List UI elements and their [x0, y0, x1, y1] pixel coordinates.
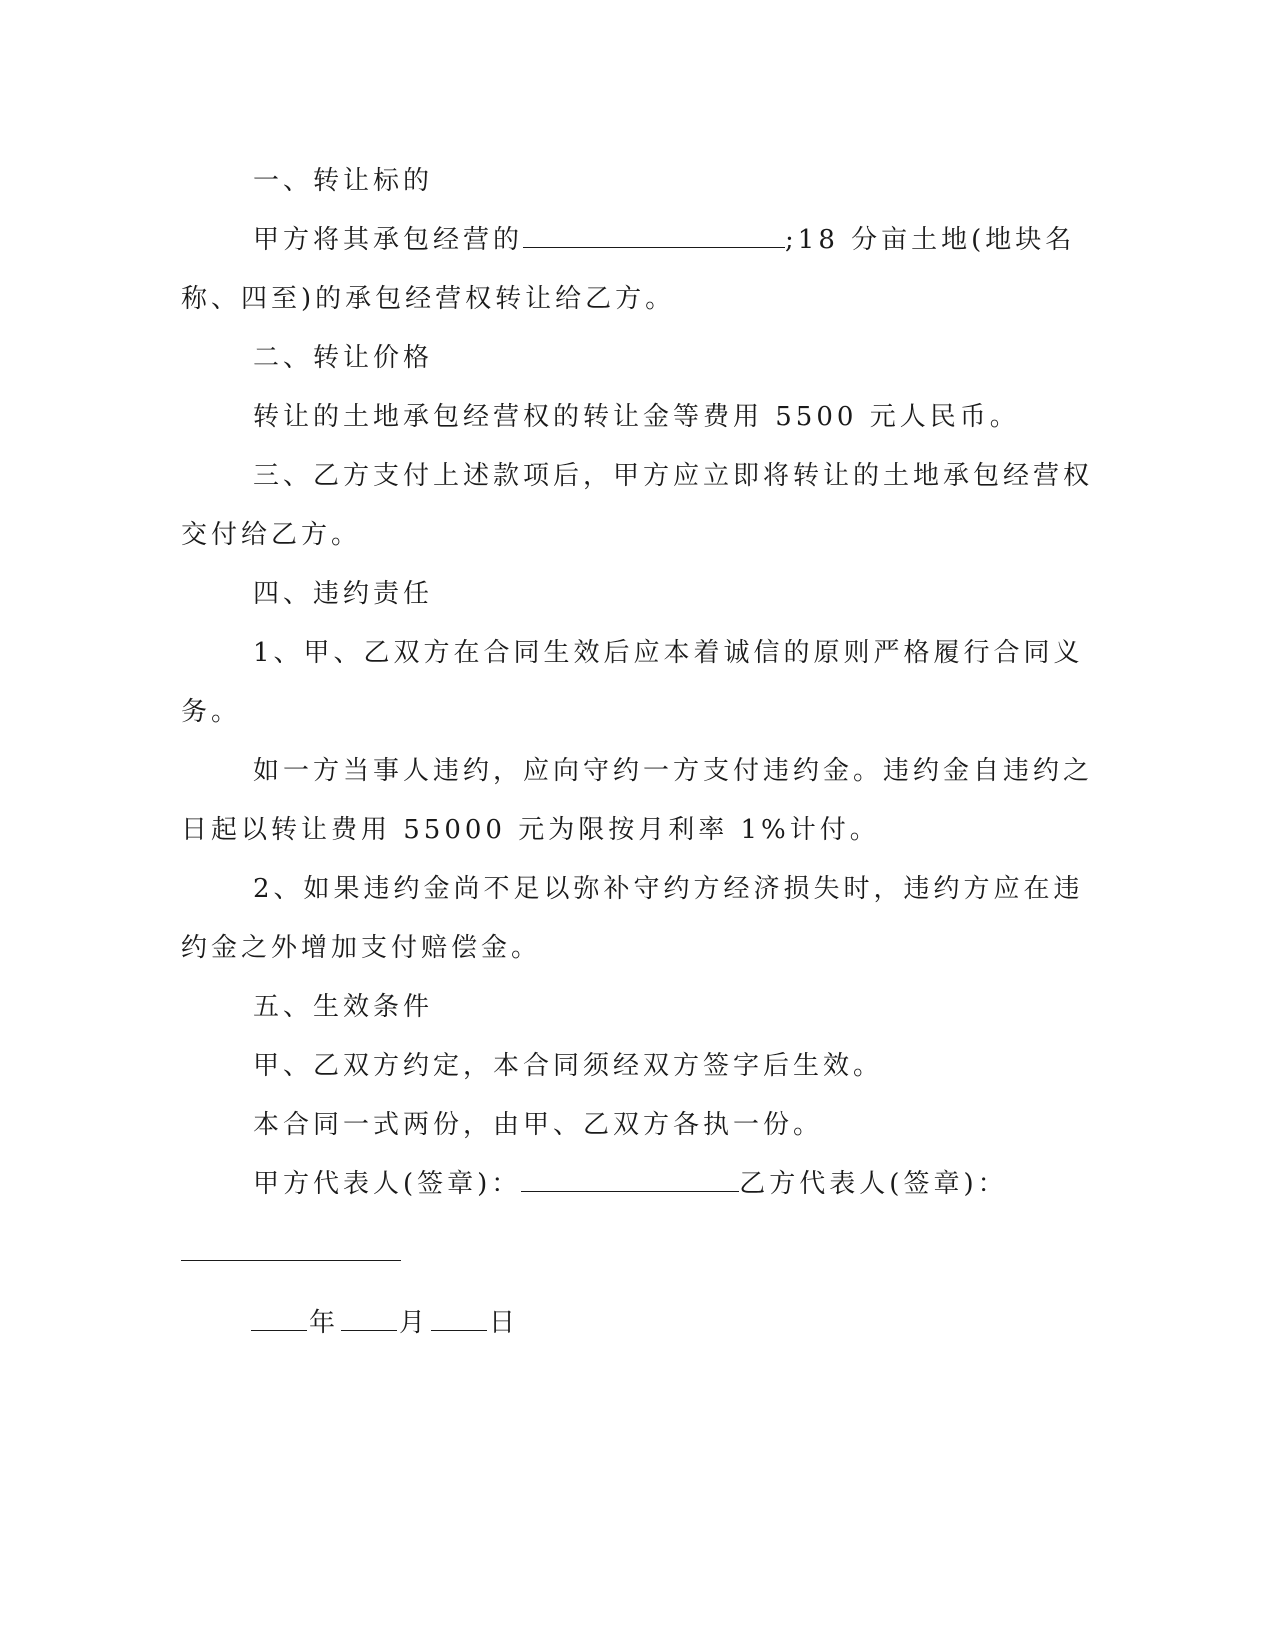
month-blank: [341, 1294, 397, 1331]
party-b-signature-label: 乙方代表人(签章)：: [739, 1169, 1008, 1199]
signature-row: [181, 1155, 1061, 1214]
section-1-heading: 一、转让标的: [253, 166, 434, 196]
section-3-paragraph-line-1: 三、乙方支付上述款项后，甲方应立即将转让的土地承包经营权: [253, 461, 1094, 491]
party-a-signature-label: 甲方代表人(签章)：: [253, 1169, 522, 1199]
year-blank: [251, 1294, 307, 1331]
copies-clause: 本合同一式两份，由甲、乙双方各执一份。: [253, 1110, 824, 1140]
date-row: [181, 1294, 1061, 1353]
section-1-paragraph-line-1: [181, 211, 1076, 270]
party-b-signature-blank: [181, 1226, 401, 1261]
section-4-paragraph-line-1: 如一方当事人违约，应向守约一方支付违约金。违约金自违约之: [253, 756, 1094, 786]
party-a-signature-blank: [521, 1157, 739, 1192]
section-1-text-after-blank: ;18 分亩土地(地块名: [785, 225, 1076, 255]
section-4-heading: 四、违约责任: [253, 579, 434, 609]
land-blank-line: [523, 213, 785, 248]
section-2-heading: 二、转让价格: [253, 343, 434, 373]
party-b-signature-blank-row: [181, 1214, 1061, 1294]
section-1-paragraph-line-2: 称、四至)的承包经营权转让给乙方。: [181, 284, 676, 314]
section-4-item-1-line-2: 务。: [181, 697, 242, 727]
section-4-item-2-line-2: 约金之外增加支付赔偿金。: [181, 933, 542, 963]
section-4-item-1-line-1: 1、甲、乙双方在合同生效后应本着诚信的原则严格履行合同义: [253, 638, 1084, 668]
section-2-paragraph: 转让的土地承包经营权的转让金等费用 5500 元人民币。: [253, 402, 1020, 432]
section-3-paragraph-line-2: 交付给乙方。: [181, 520, 362, 550]
day-blank: [431, 1294, 487, 1331]
month-label: 月: [399, 1308, 430, 1338]
section-5-heading: 五、生效条件: [253, 992, 434, 1022]
section-5-paragraph: 甲、乙双方约定，本合同须经双方签字后生效。: [253, 1051, 884, 1081]
day-label: 日: [489, 1308, 520, 1338]
section-4-paragraph-line-2: 日起以转让费用 55000 元为限按月利率 1%计付。: [181, 815, 880, 845]
section-4-item-2-line-1: 2、如果违约金尚不足以弥补守约方经济损失时，违约方应在违: [253, 874, 1084, 904]
contract-body: [181, 152, 1094, 1353]
year-label: 年: [309, 1308, 340, 1338]
section-1-text-before-blank: 甲方将其承包经营的: [253, 225, 524, 255]
